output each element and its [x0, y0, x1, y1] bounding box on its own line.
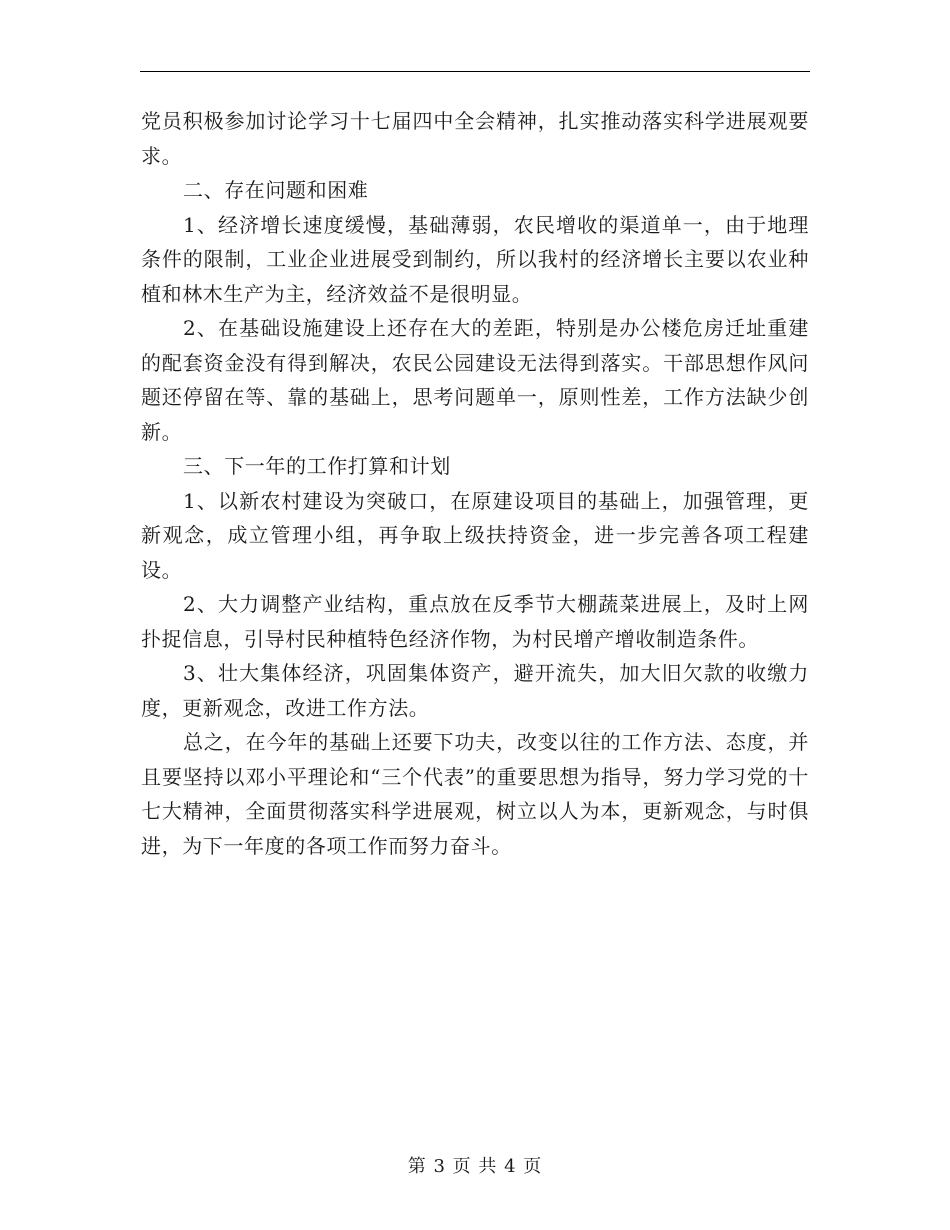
paragraph-plan-3: 3、壮大集体经济，巩固集体资产，避开流失，加大旧欠款的收缴力度，更新观念，改进工作方法。	[141, 661, 809, 720]
document-body	[141, 104, 809, 863]
paragraph-plan-2: 2、大力调整产业结构，重点放在反季节大棚蔬菜进展上，及时上网扑捉信息，引导村民种植特色经济作物，为村民增产增收制造条件。	[141, 592, 809, 651]
header-rule	[140, 71, 810, 72]
paragraph-conclusion: 总之，在今年的基础上还要下功夫，改变以往的工作方法、态度，并且要坚持以邓小平理论和“三个代表”的重要思想为指导，努力学习党的十七大精神，全面贯彻落实科学进展观，树立以人为本，更新观念，与时俱进，为下一年度的各项工作而努力奋斗。	[141, 730, 809, 858]
paragraph-problem-1: 1、经济增长速度缓慢，基础薄弱，农民增收的渠道单一，由于地理条件的限制，工业企业进展受到制约，所以我村的经济增长主要以农业种植和林木生产为主，经济效益不是很明显。	[141, 212, 809, 306]
paragraph-plan-1: 1、以新农村建设为突破口，在原建设项目的基础上，加强管理，更新观念，成立管理小组，再争取上级扶持资金，进一步完善各项工程建设。	[141, 488, 809, 582]
section-heading-problems: 二、存在问题和困难	[183, 178, 369, 202]
paragraph-problem-2: 2、在基础设施建设上还存在大的差距，特别是办公楼危房迁址重建的配套资金没有得到解决，农民公园建设无法得到落实。干部思想作风问题还停留在等、靠的基础上，思考问题单一，原则性差，工作方法缺少创新。	[141, 316, 809, 444]
page-number-footer: 第 3 页 共 4 页	[407, 1156, 543, 1177]
paragraph-continuation: 党员积极参加讨论学习十七届四中全会精神，扎实推动落实科学进展观要求。	[141, 109, 809, 168]
section-heading-plans: 三、下一年的工作打算和计划	[183, 454, 451, 478]
